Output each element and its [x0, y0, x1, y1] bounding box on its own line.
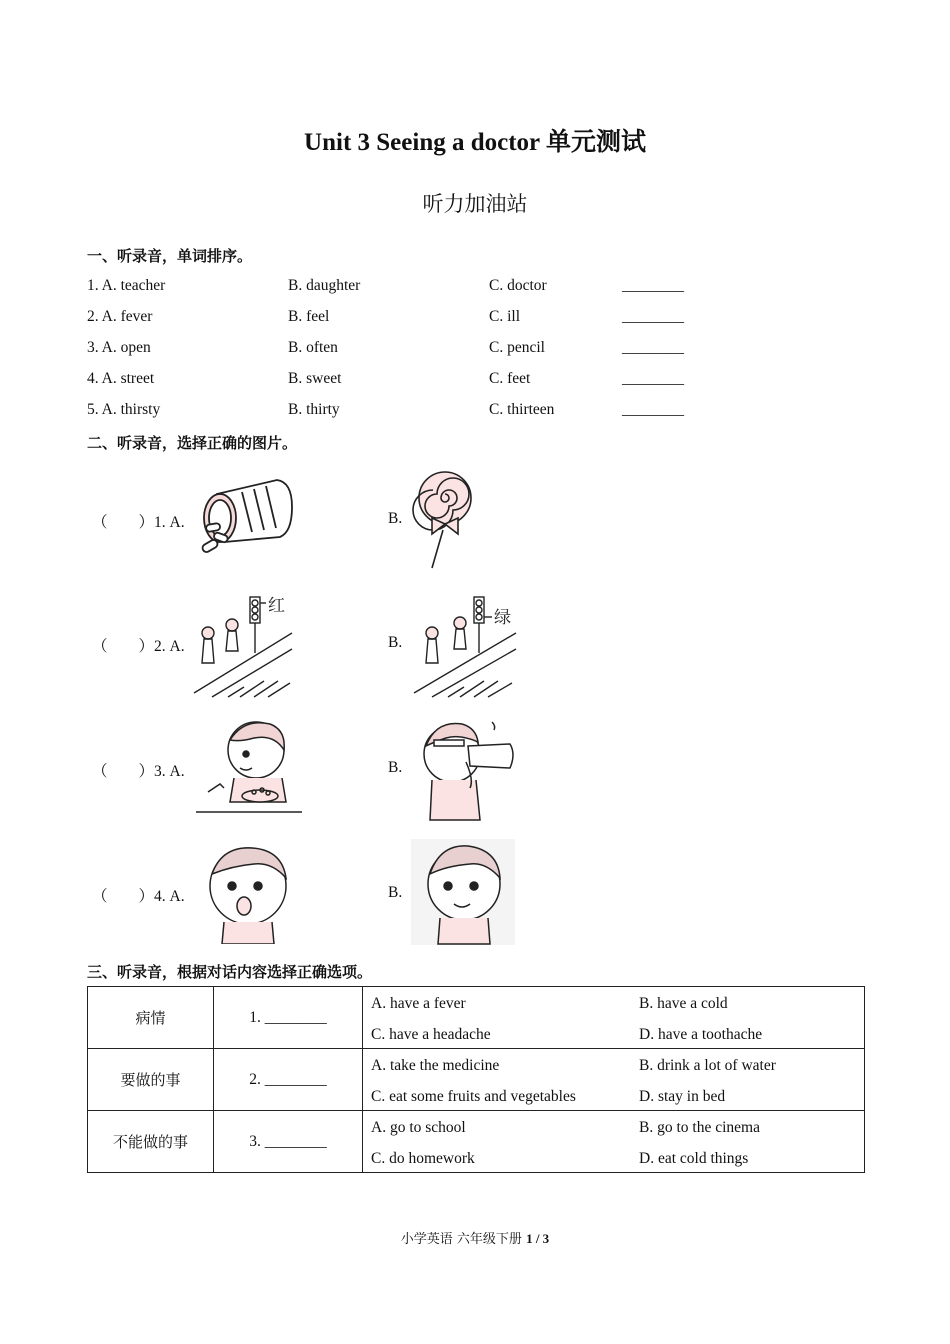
option-c: C. eat some fruits and vegetables — [371, 1088, 576, 1105]
light-sign-red: 红 — [268, 596, 285, 616]
answer-blank[interactable]: ________ — [622, 370, 684, 387]
boy-toothache-image[interactable] — [198, 840, 298, 944]
answer-blank[interactable]: ________ — [622, 401, 684, 418]
option-c: C. feet — [489, 370, 531, 387]
option-a: A. go to school — [371, 1119, 466, 1136]
option-a: A. have a fever — [371, 995, 466, 1012]
question-label: （ ）1. A. — [92, 514, 185, 531]
options-cell — [363, 1111, 865, 1173]
options-cell — [363, 1049, 865, 1111]
word-order-row — [0, 339, 950, 361]
word-order-row — [0, 401, 950, 423]
boy-drinking-water-image[interactable] — [410, 716, 518, 824]
option-b: B. daughter — [288, 277, 361, 294]
row-label: 病情 — [88, 987, 214, 1049]
answer-blank[interactable]: ________ — [622, 308, 684, 325]
question-label: （ ）3. A. — [92, 763, 185, 780]
row-label: 不能做的事 — [88, 1111, 214, 1173]
option-b-label: B. — [388, 510, 403, 527]
word-order-row — [0, 370, 950, 392]
answer-blank[interactable]: ________ — [622, 277, 684, 294]
option-b: B. have a cold — [639, 995, 728, 1012]
option-c: C. do homework — [371, 1150, 475, 1167]
option-a: 5. A. thirsty — [87, 401, 161, 418]
option-a: 1. A. teacher — [87, 277, 166, 294]
option-a: A. take the medicine — [371, 1057, 500, 1074]
option-b: B. often — [288, 339, 338, 356]
option-b-label: B. — [388, 884, 403, 901]
option-b-label: B. — [388, 634, 403, 651]
section3-heading: 三、听录音，根据对话内容选择正确选项。 — [87, 963, 373, 981]
dialogue-table — [87, 986, 865, 1173]
footer-text: 小学英语 六年级下册 — [400, 1232, 527, 1247]
option-a: 4. A. street — [87, 370, 155, 387]
option-c: C. pencil — [489, 339, 545, 356]
option-d: D. stay in bed — [639, 1088, 726, 1105]
option-b: B. drink a lot of water — [639, 1057, 776, 1074]
option-c: C. thirteen — [489, 401, 555, 418]
table-row — [88, 1049, 865, 1111]
section2-heading: 二、听录音，选择正确的图片。 — [87, 434, 298, 452]
option-a: 2. A. fever — [87, 308, 153, 325]
option-d: D. eat cold things — [639, 1150, 749, 1167]
page-footer — [0, 1228, 950, 1247]
green-light-crossing-image[interactable] — [412, 593, 518, 699]
option-b: B. sweet — [288, 370, 342, 387]
medicine-bottle-image[interactable] — [192, 472, 302, 564]
section1-heading: 一、听录音，单词排序。 — [87, 247, 253, 265]
option-d: D. have a toothache — [639, 1026, 763, 1043]
option-b: B. feel — [288, 308, 330, 325]
option-c: C. have a headache — [371, 1026, 491, 1043]
light-sign-green: 绿 — [494, 608, 511, 628]
page-number: 1 / 3 — [526, 1231, 550, 1246]
row-label: 要做的事 — [88, 1049, 214, 1111]
word-order-row — [0, 277, 950, 299]
word-order-row — [0, 308, 950, 330]
answer-blank[interactable]: ________ — [622, 339, 684, 356]
answer-blank[interactable]: 1. ________ — [214, 987, 363, 1049]
answer-blank[interactable]: 3. ________ — [214, 1111, 363, 1173]
lollipop-image[interactable] — [410, 468, 480, 572]
table-row — [88, 987, 865, 1049]
red-light-crossing-image[interactable] — [192, 593, 296, 699]
option-b-label: B. — [388, 759, 403, 776]
question-label: （ ）4. A. — [92, 888, 185, 905]
options-cell — [363, 987, 865, 1049]
option-c: C. ill — [489, 308, 521, 325]
boy-smiling-image[interactable] — [410, 838, 516, 946]
boy-eating-sweets-image[interactable] — [194, 716, 304, 818]
page-title: Unit 3 Seeing a doctor 单元测试 — [304, 129, 646, 156]
section-subtitle: 听力加油站 — [422, 192, 528, 216]
table-row — [88, 1111, 865, 1173]
option-a: 3. A. open — [87, 339, 151, 356]
question-label: （ ）2. A. — [92, 638, 185, 655]
answer-blank[interactable]: 2. ________ — [214, 1049, 363, 1111]
option-b: B. thirty — [288, 401, 340, 418]
option-b: B. go to the cinema — [639, 1119, 760, 1136]
option-c: C. doctor — [489, 277, 547, 294]
